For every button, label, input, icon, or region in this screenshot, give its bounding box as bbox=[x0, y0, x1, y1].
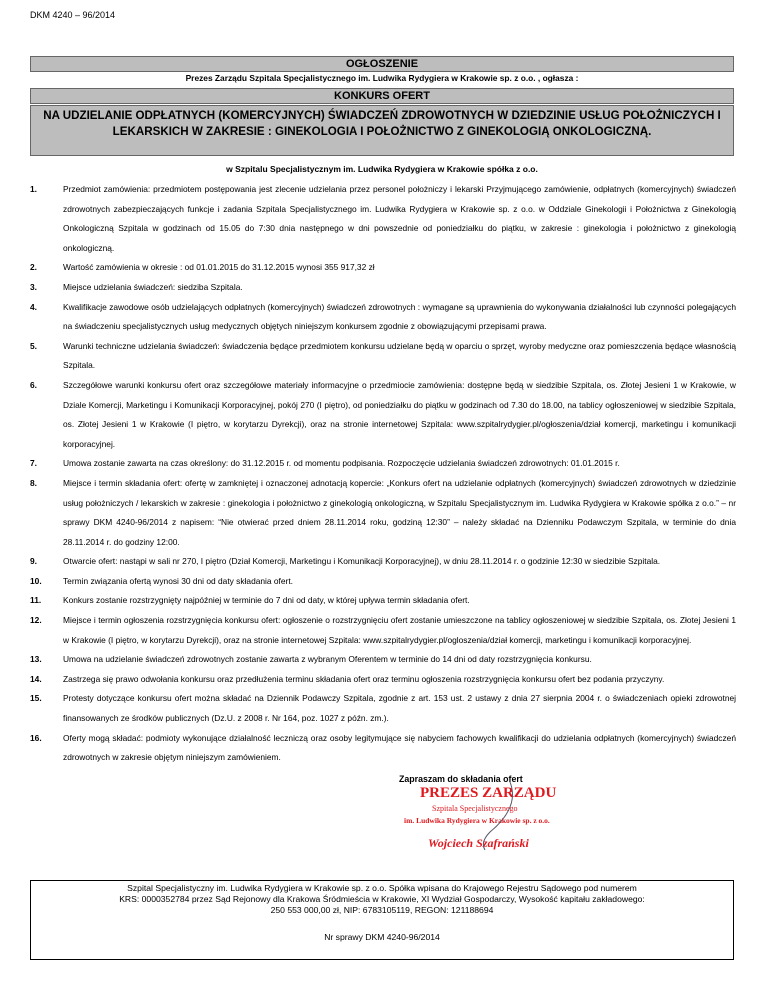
list-item: 8. Miejsce i termin składania ofert: ofertę w zamkniętej i oznaczonej adnotacją kopercie: „Konkurs ofert na udzielanie odpłatnych (komercyjnych) świadczeń zdrowotnych w dziedzinie usług położniczych / lekarskich w zakresie : ginekologia i położnictwo z ginekologią onkologiczną, w Szpitalu Specjalistycznym im. Ludwika Rydygiera w Krakowie spółka z o.o.” – nr sprawy DKM 4240-96/2014 z napisem: “Nie otwierać przed dniem 28.11.2014 roku, godziną 12:30” – należy składać na Dzienniku Podawczym Szpitala, w terminie do dnia 28.11.2014 r. do godziny 12:00. bbox=[30, 477, 736, 547]
footer-line2: KRS: 0000352784 przez Sąd Rejonowy dla Krakowa Śródmieścia w Krakowie, XI Wydział Gospodarczy, Wysokość kapitału zakładowego: bbox=[119, 894, 645, 904]
list-item: 9. Otwarcie ofert: nastąpi w sali nr 270, I piętro (Dział Komercji, Marketingu i Komunikacji Korporacyjnej), w dniu 28.11.2014 r. o godzinie 12:30 w siedzibie Szpitala. bbox=[30, 556, 661, 567]
list-item: 3. Miejsce udzielania świadczeń: siedziba Szpitala. bbox=[30, 281, 243, 292]
hospital-line: w Szpitalu Specjalistycznym im. Ludwika Rydygiera w Krakowie spółka z o.o. bbox=[226, 164, 538, 174]
official-stamp bbox=[380, 777, 580, 857]
invitation-text: Zapraszam do składania ofert bbox=[399, 774, 523, 784]
page-title: OGŁOSZENIE bbox=[30, 56, 734, 72]
stamp-signature: Wojciech Szafrański bbox=[428, 836, 529, 850]
list-item: 16. Oferty mogą składać: podmioty wykonujące działalność leczniczą oraz osoby legitymujące się nabyciem fachowych kwalifikacji do udzielania odpłatnych (komercyjnych) świadczeń zdrowotnych w zakresie objętym niniejszym zamówieniem. bbox=[30, 732, 736, 763]
footer-line1: Szpital Specjalistyczny im. Ludwika Rydygiera w Krakowie sp. z o.o. Spółka wpisana do Krajowego Rejestru Sądowego pod numerem bbox=[127, 883, 637, 893]
list-item: 7. Umowa zostanie zawarta na czas określony: do 31.12.2015 r. od momentu podpisania. Rozpoczęcie udzielania świadczeń zdrowotnych: 01.01.2015 r. bbox=[30, 458, 620, 469]
list-item: 2. Wartość zamówienia w okresie : od 01.01.2015 do 31.12.2015 wynosi 355 917,32 zł bbox=[30, 262, 375, 273]
list-item: 13. Umowa na udzielanie świadczeń zdrowotnych zostanie zawarta z wybranym Oferentem w terminie do 14 dni od daty rozstrzygnięcia konkursu. bbox=[30, 654, 592, 665]
list-item: 11. Konkurs zostanie rozstrzygnięty najpóźniej w terminie do 7 dni od daty, w której upływa termin składania ofert. bbox=[30, 595, 470, 606]
list-item: 4. Kwalifikacje zawodowe osób udzielających odpłatnych (komercyjnych) świadczeń zdrowotnych : wymagane są uprawnienia do wykonywania działalności lub czynności polegających na świadczeniu specjalistycznych usług medycznych objętych niniejszym konkursem zgodnie z obowiązującymi przepisami prawa. bbox=[30, 301, 736, 332]
list-item: 10. Termin związania ofertą wynosi 30 dni od daty składania ofert. bbox=[30, 575, 293, 586]
contest-topic: NA UDZIELANIE ODPŁATNYCH (KOMERCYJNYCH) ŚWIADCZEŃ ZDROWOTNYCH W DZIEDZINIE USŁUG POŁOŻNICZYCH I LEKARSKICH W ZAKRESIE : GINEKOLOGIA I POŁOŻNICTWO Z GINEKOLOGIĄ ONKOLOGICZNĄ. bbox=[30, 105, 734, 156]
list-item: 1. Przedmiot zamówienia: przedmiotem postępowania jest zlecenie udzielania przez personel położniczy i lekarski Przyjmującego zamówienie, odpłatnych (komercyjnych) świadczeń zdrowotnych zabezpieczających funkcje i zadania Szpitala Specjalistycznego im. Ludwika Rydygiera w Krakowie sp. z o.o. w Oddziale Ginekologii i Położnictwa z Ginekologią Onkologiczną Szpitala w godzinach od 15.05 do 7:30 dnia następnego w dni powszednie od poniedziałku do piątku, w zakresie : ginekologia i położnictwo z ginekologią onkologiczną. bbox=[30, 184, 736, 253]
list-item: 15. Protesty dotyczące konkursu ofert można składać na Dziennik Podawczy Szpitala, zgodnie z art. 153 ust. 2 ustawy z dnia 27 sierpnia 2004 r. o świadczeniach opieki zdrowotnej finansowanych ze środków publicznych (Dz.U. z 2008 r. Nr 164, poz. 1027 z późn. zm.). bbox=[30, 693, 736, 724]
stamp-title: PREZES ZARZĄDU bbox=[420, 785, 557, 801]
stamp-line3: im. Ludwika Rydygiera w Krakowie sp. z o.o. bbox=[404, 816, 550, 825]
list-item: 6. Szczegółowe warunki konkursu ofert oraz szczegółowe materiały informacyjne o przedmiocie zamówienia: dostępne będą w siedzibie Szpitala, os. Złotej Jesieni 1 w Krakowie, w Dziale Komercji, Marketingu i Komunikacji Korporacyjnej, pokój 270 (I piętro), od poniedziałku do piątku w godzinach od 7.30 do 18.00, na tablicy ogłoszeniowej w siedzibie Szpitala, os. Złotej Jesieni 1 w Krakowie (I piętro, w korytarzu Dyrekcji), oraz na stronie internetowej Szpitala: www.szpitalrydygier.pl/ogłoszenia/dział komercji, marketingu i komunikacji korporacyjnej. bbox=[30, 379, 736, 449]
list-item: 14. Zastrzega się prawo odwołania konkursu oraz przedłużenia terminu składania ofert oraz terminu ogłoszenia rozstrzygnięcia konkursu ofert bez podania przyczyny. bbox=[30, 673, 665, 684]
footer-line3: 250 553 000,00 zł, NIP: 6783105119, REGON: 121188694 bbox=[270, 905, 494, 915]
announcer-line: Prezes Zarządu Szpitala Specjalistycznego im. Ludwika Rydygiera w Krakowie sp. z o.o. , ogłasza : bbox=[185, 73, 579, 83]
contest-title: KONKURS OFERT bbox=[30, 88, 734, 104]
document-reference: DKM 4240 – 96/2014 bbox=[30, 10, 116, 20]
list-item: 5. Warunki techniczne udzielania świadczeń: świadczenia będące przedmiotem konkursu udzielane będą w oparciu o sprzęt, wyroby medyczne oraz pomieszczenia będące własnością Szpitala. bbox=[30, 340, 736, 371]
list-item: 12. Miejsce i termin ogłoszenia rozstrzygnięcia konkursu ofert: ogłoszenie o rozstrzygnięciu ofert zostanie umieszczone na tablicy ogłoszeniowej w siedzibie Szpitala, os. Złotej Jesieni 1 w Krakowie (I piętro, w korytarzu Dyrekcji), oraz na stronie internetowej Szpitala: www.szpitalrydygier.pl/ogloszenia/dział komercji, marketingu i komunikacji korporacyjnej. bbox=[30, 615, 736, 645]
document-footer bbox=[30, 880, 734, 960]
stamp-line2: Szpitala Specjalistycznego bbox=[432, 804, 518, 813]
numbered-list bbox=[30, 180, 736, 768]
footer-case-number: Nr sprawy DKM 4240-96/2014 bbox=[324, 932, 440, 942]
